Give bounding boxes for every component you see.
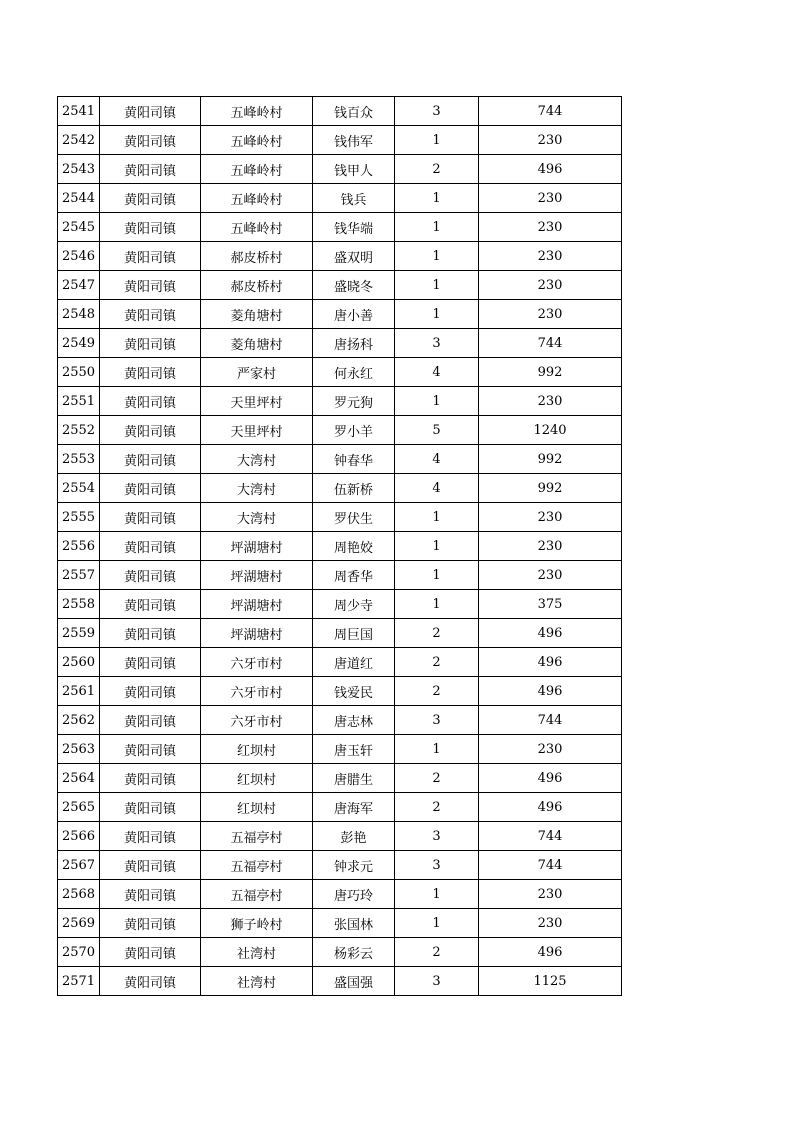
village-cell: 狮子岭村 bbox=[201, 909, 313, 938]
amount-cell: 744 bbox=[479, 97, 622, 126]
amount-cell: 496 bbox=[479, 764, 622, 793]
person-name-cell: 唐志林 bbox=[313, 706, 395, 735]
town-cell: 黄阳司镇 bbox=[100, 155, 201, 184]
row-number-cell: 2547 bbox=[58, 271, 100, 300]
table-row bbox=[58, 677, 622, 706]
village-cell: 六牙市村 bbox=[201, 648, 313, 677]
table-row bbox=[58, 822, 622, 851]
table-row bbox=[58, 155, 622, 184]
row-number-cell: 2568 bbox=[58, 880, 100, 909]
amount-cell: 992 bbox=[479, 358, 622, 387]
town-cell: 黄阳司镇 bbox=[100, 619, 201, 648]
person-name-cell: 伍新桥 bbox=[313, 474, 395, 503]
household-count-cell: 4 bbox=[395, 474, 479, 503]
household-count-cell: 1 bbox=[395, 880, 479, 909]
table-row bbox=[58, 271, 622, 300]
table-row bbox=[58, 213, 622, 242]
household-count-cell: 3 bbox=[395, 97, 479, 126]
amount-cell: 744 bbox=[479, 851, 622, 880]
town-cell: 黄阳司镇 bbox=[100, 851, 201, 880]
village-cell: 坪湖塘村 bbox=[201, 590, 313, 619]
amount-cell: 375 bbox=[479, 590, 622, 619]
village-cell: 菱角塘村 bbox=[201, 300, 313, 329]
amount-cell: 230 bbox=[479, 880, 622, 909]
village-cell: 大湾村 bbox=[201, 445, 313, 474]
town-cell: 黄阳司镇 bbox=[100, 967, 201, 996]
row-number-cell: 2553 bbox=[58, 445, 100, 474]
table-row bbox=[58, 706, 622, 735]
table-row bbox=[58, 184, 622, 213]
town-cell: 黄阳司镇 bbox=[100, 648, 201, 677]
household-count-cell: 3 bbox=[395, 329, 479, 358]
table-row bbox=[58, 242, 622, 271]
person-name-cell: 钱甲人 bbox=[313, 155, 395, 184]
village-cell: 五福亭村 bbox=[201, 880, 313, 909]
amount-cell: 496 bbox=[479, 648, 622, 677]
person-name-cell: 唐小善 bbox=[313, 300, 395, 329]
row-number-cell: 2546 bbox=[58, 242, 100, 271]
table-row bbox=[58, 474, 622, 503]
amount-cell: 230 bbox=[479, 300, 622, 329]
household-count-cell: 1 bbox=[395, 735, 479, 764]
town-cell: 黄阳司镇 bbox=[100, 880, 201, 909]
table-row bbox=[58, 358, 622, 387]
person-name-cell: 钟求元 bbox=[313, 851, 395, 880]
household-count-cell: 1 bbox=[395, 590, 479, 619]
row-number-cell: 2551 bbox=[58, 387, 100, 416]
town-cell: 黄阳司镇 bbox=[100, 97, 201, 126]
table-row bbox=[58, 648, 622, 677]
town-cell: 黄阳司镇 bbox=[100, 561, 201, 590]
table-row bbox=[58, 387, 622, 416]
household-count-cell: 2 bbox=[395, 793, 479, 822]
amount-cell: 496 bbox=[479, 155, 622, 184]
person-name-cell: 盛晓冬 bbox=[313, 271, 395, 300]
row-number-cell: 2544 bbox=[58, 184, 100, 213]
row-number-cell: 2571 bbox=[58, 967, 100, 996]
town-cell: 黄阳司镇 bbox=[100, 764, 201, 793]
person-name-cell: 彭艳 bbox=[313, 822, 395, 851]
person-name-cell: 唐道红 bbox=[313, 648, 395, 677]
town-cell: 黄阳司镇 bbox=[100, 242, 201, 271]
town-cell: 黄阳司镇 bbox=[100, 938, 201, 967]
household-count-cell: 1 bbox=[395, 532, 479, 561]
town-cell: 黄阳司镇 bbox=[100, 358, 201, 387]
person-name-cell: 唐腊生 bbox=[313, 764, 395, 793]
table-row bbox=[58, 445, 622, 474]
village-cell: 五福亭村 bbox=[201, 822, 313, 851]
person-name-cell: 罗小羊 bbox=[313, 416, 395, 445]
household-count-cell: 5 bbox=[395, 416, 479, 445]
person-name-cell: 钱伟军 bbox=[313, 126, 395, 155]
household-count-cell: 3 bbox=[395, 822, 479, 851]
village-cell: 红坝村 bbox=[201, 735, 313, 764]
roster-table bbox=[57, 96, 622, 996]
household-count-cell: 1 bbox=[395, 271, 479, 300]
amount-cell: 230 bbox=[479, 909, 622, 938]
village-cell: 红坝村 bbox=[201, 793, 313, 822]
village-cell: 社湾村 bbox=[201, 938, 313, 967]
town-cell: 黄阳司镇 bbox=[100, 822, 201, 851]
row-number-cell: 2559 bbox=[58, 619, 100, 648]
village-cell: 天里坪村 bbox=[201, 416, 313, 445]
row-number-cell: 2545 bbox=[58, 213, 100, 242]
town-cell: 黄阳司镇 bbox=[100, 126, 201, 155]
table-row bbox=[58, 300, 622, 329]
village-cell: 坪湖塘村 bbox=[201, 561, 313, 590]
household-count-cell: 1 bbox=[395, 300, 479, 329]
amount-cell: 744 bbox=[479, 822, 622, 851]
town-cell: 黄阳司镇 bbox=[100, 387, 201, 416]
amount-cell: 230 bbox=[479, 503, 622, 532]
amount-cell: 230 bbox=[479, 184, 622, 213]
town-cell: 黄阳司镇 bbox=[100, 793, 201, 822]
household-count-cell: 1 bbox=[395, 242, 479, 271]
household-count-cell: 2 bbox=[395, 155, 479, 184]
person-name-cell: 周艳姣 bbox=[313, 532, 395, 561]
village-cell: 坪湖塘村 bbox=[201, 619, 313, 648]
village-cell: 大湾村 bbox=[201, 474, 313, 503]
row-number-cell: 2554 bbox=[58, 474, 100, 503]
table-row bbox=[58, 764, 622, 793]
household-count-cell: 3 bbox=[395, 706, 479, 735]
table-row bbox=[58, 938, 622, 967]
table-row bbox=[58, 590, 622, 619]
village-cell: 五峰岭村 bbox=[201, 184, 313, 213]
town-cell: 黄阳司镇 bbox=[100, 213, 201, 242]
amount-cell: 230 bbox=[479, 561, 622, 590]
person-name-cell: 钱兵 bbox=[313, 184, 395, 213]
town-cell: 黄阳司镇 bbox=[100, 706, 201, 735]
table-row bbox=[58, 909, 622, 938]
town-cell: 黄阳司镇 bbox=[100, 271, 201, 300]
person-name-cell: 周香华 bbox=[313, 561, 395, 590]
table-row bbox=[58, 97, 622, 126]
household-count-cell: 1 bbox=[395, 184, 479, 213]
village-cell: 社湾村 bbox=[201, 967, 313, 996]
table-row bbox=[58, 532, 622, 561]
village-cell: 坪湖塘村 bbox=[201, 532, 313, 561]
row-number-cell: 2552 bbox=[58, 416, 100, 445]
town-cell: 黄阳司镇 bbox=[100, 677, 201, 706]
town-cell: 黄阳司镇 bbox=[100, 416, 201, 445]
village-cell: 天里坪村 bbox=[201, 387, 313, 416]
household-count-cell: 1 bbox=[395, 909, 479, 938]
table-row bbox=[58, 126, 622, 155]
table-row bbox=[58, 793, 622, 822]
amount-cell: 992 bbox=[479, 445, 622, 474]
row-number-cell: 2550 bbox=[58, 358, 100, 387]
amount-cell: 230 bbox=[479, 387, 622, 416]
town-cell: 黄阳司镇 bbox=[100, 909, 201, 938]
household-count-cell: 3 bbox=[395, 967, 479, 996]
household-count-cell: 4 bbox=[395, 445, 479, 474]
row-number-cell: 2560 bbox=[58, 648, 100, 677]
row-number-cell: 2569 bbox=[58, 909, 100, 938]
town-cell: 黄阳司镇 bbox=[100, 300, 201, 329]
village-cell: 大湾村 bbox=[201, 503, 313, 532]
amount-cell: 496 bbox=[479, 619, 622, 648]
person-name-cell: 周少寺 bbox=[313, 590, 395, 619]
person-name-cell: 唐玉轩 bbox=[313, 735, 395, 764]
household-count-cell: 1 bbox=[395, 213, 479, 242]
table-row bbox=[58, 416, 622, 445]
household-count-cell: 3 bbox=[395, 851, 479, 880]
table-row bbox=[58, 735, 622, 764]
amount-cell: 496 bbox=[479, 793, 622, 822]
village-cell: 六牙市村 bbox=[201, 677, 313, 706]
household-count-cell: 1 bbox=[395, 387, 479, 416]
village-cell: 红坝村 bbox=[201, 764, 313, 793]
village-cell: 菱角塘村 bbox=[201, 329, 313, 358]
person-name-cell: 唐巧玲 bbox=[313, 880, 395, 909]
row-number-cell: 2558 bbox=[58, 590, 100, 619]
row-number-cell: 2562 bbox=[58, 706, 100, 735]
household-count-cell: 1 bbox=[395, 561, 479, 590]
table-row bbox=[58, 619, 622, 648]
town-cell: 黄阳司镇 bbox=[100, 184, 201, 213]
person-name-cell: 钱百众 bbox=[313, 97, 395, 126]
row-number-cell: 2542 bbox=[58, 126, 100, 155]
household-count-cell: 4 bbox=[395, 358, 479, 387]
town-cell: 黄阳司镇 bbox=[100, 329, 201, 358]
row-number-cell: 2555 bbox=[58, 503, 100, 532]
amount-cell: 1240 bbox=[479, 416, 622, 445]
village-cell: 郝皮桥村 bbox=[201, 271, 313, 300]
amount-cell: 1125 bbox=[479, 967, 622, 996]
person-name-cell: 唐海军 bbox=[313, 793, 395, 822]
household-count-cell: 2 bbox=[395, 764, 479, 793]
amount-cell: 744 bbox=[479, 706, 622, 735]
amount-cell: 992 bbox=[479, 474, 622, 503]
household-count-cell: 2 bbox=[395, 938, 479, 967]
table-row bbox=[58, 329, 622, 358]
roster-table-body bbox=[58, 97, 622, 996]
person-name-cell: 唐扬科 bbox=[313, 329, 395, 358]
row-number-cell: 2565 bbox=[58, 793, 100, 822]
household-count-cell: 1 bbox=[395, 126, 479, 155]
table-row bbox=[58, 851, 622, 880]
village-cell: 六牙市村 bbox=[201, 706, 313, 735]
village-cell: 五峰岭村 bbox=[201, 97, 313, 126]
row-number-cell: 2566 bbox=[58, 822, 100, 851]
town-cell: 黄阳司镇 bbox=[100, 590, 201, 619]
town-cell: 黄阳司镇 bbox=[100, 532, 201, 561]
village-cell: 五峰岭村 bbox=[201, 155, 313, 184]
person-name-cell: 张国林 bbox=[313, 909, 395, 938]
household-count-cell: 1 bbox=[395, 503, 479, 532]
row-number-cell: 2570 bbox=[58, 938, 100, 967]
amount-cell: 230 bbox=[479, 126, 622, 155]
person-name-cell: 钟春华 bbox=[313, 445, 395, 474]
village-cell: 五峰岭村 bbox=[201, 126, 313, 155]
person-name-cell: 周巨国 bbox=[313, 619, 395, 648]
row-number-cell: 2556 bbox=[58, 532, 100, 561]
town-cell: 黄阳司镇 bbox=[100, 735, 201, 764]
row-number-cell: 2567 bbox=[58, 851, 100, 880]
row-number-cell: 2563 bbox=[58, 735, 100, 764]
amount-cell: 496 bbox=[479, 938, 622, 967]
household-count-cell: 2 bbox=[395, 677, 479, 706]
town-cell: 黄阳司镇 bbox=[100, 474, 201, 503]
amount-cell: 230 bbox=[479, 735, 622, 764]
row-number-cell: 2564 bbox=[58, 764, 100, 793]
household-count-cell: 2 bbox=[395, 648, 479, 677]
table-row bbox=[58, 503, 622, 532]
village-cell: 郝皮桥村 bbox=[201, 242, 313, 271]
town-cell: 黄阳司镇 bbox=[100, 445, 201, 474]
town-cell: 黄阳司镇 bbox=[100, 503, 201, 532]
amount-cell: 744 bbox=[479, 329, 622, 358]
household-count-cell: 2 bbox=[395, 619, 479, 648]
person-name-cell: 盛双明 bbox=[313, 242, 395, 271]
person-name-cell: 钱爱民 bbox=[313, 677, 395, 706]
row-number-cell: 2557 bbox=[58, 561, 100, 590]
person-name-cell: 杨彩云 bbox=[313, 938, 395, 967]
village-cell: 五峰岭村 bbox=[201, 213, 313, 242]
person-name-cell: 盛国强 bbox=[313, 967, 395, 996]
person-name-cell: 罗伏生 bbox=[313, 503, 395, 532]
person-name-cell: 何永红 bbox=[313, 358, 395, 387]
village-cell: 严家村 bbox=[201, 358, 313, 387]
row-number-cell: 2543 bbox=[58, 155, 100, 184]
person-name-cell: 罗元狗 bbox=[313, 387, 395, 416]
amount-cell: 496 bbox=[479, 677, 622, 706]
person-name-cell: 钱华端 bbox=[313, 213, 395, 242]
row-number-cell: 2549 bbox=[58, 329, 100, 358]
amount-cell: 230 bbox=[479, 242, 622, 271]
row-number-cell: 2548 bbox=[58, 300, 100, 329]
table-row bbox=[58, 561, 622, 590]
table-row bbox=[58, 967, 622, 996]
village-cell: 五福亭村 bbox=[201, 851, 313, 880]
row-number-cell: 2561 bbox=[58, 677, 100, 706]
amount-cell: 230 bbox=[479, 532, 622, 561]
amount-cell: 230 bbox=[479, 271, 622, 300]
row-number-cell: 2541 bbox=[58, 97, 100, 126]
amount-cell: 230 bbox=[479, 213, 622, 242]
table-row bbox=[58, 880, 622, 909]
